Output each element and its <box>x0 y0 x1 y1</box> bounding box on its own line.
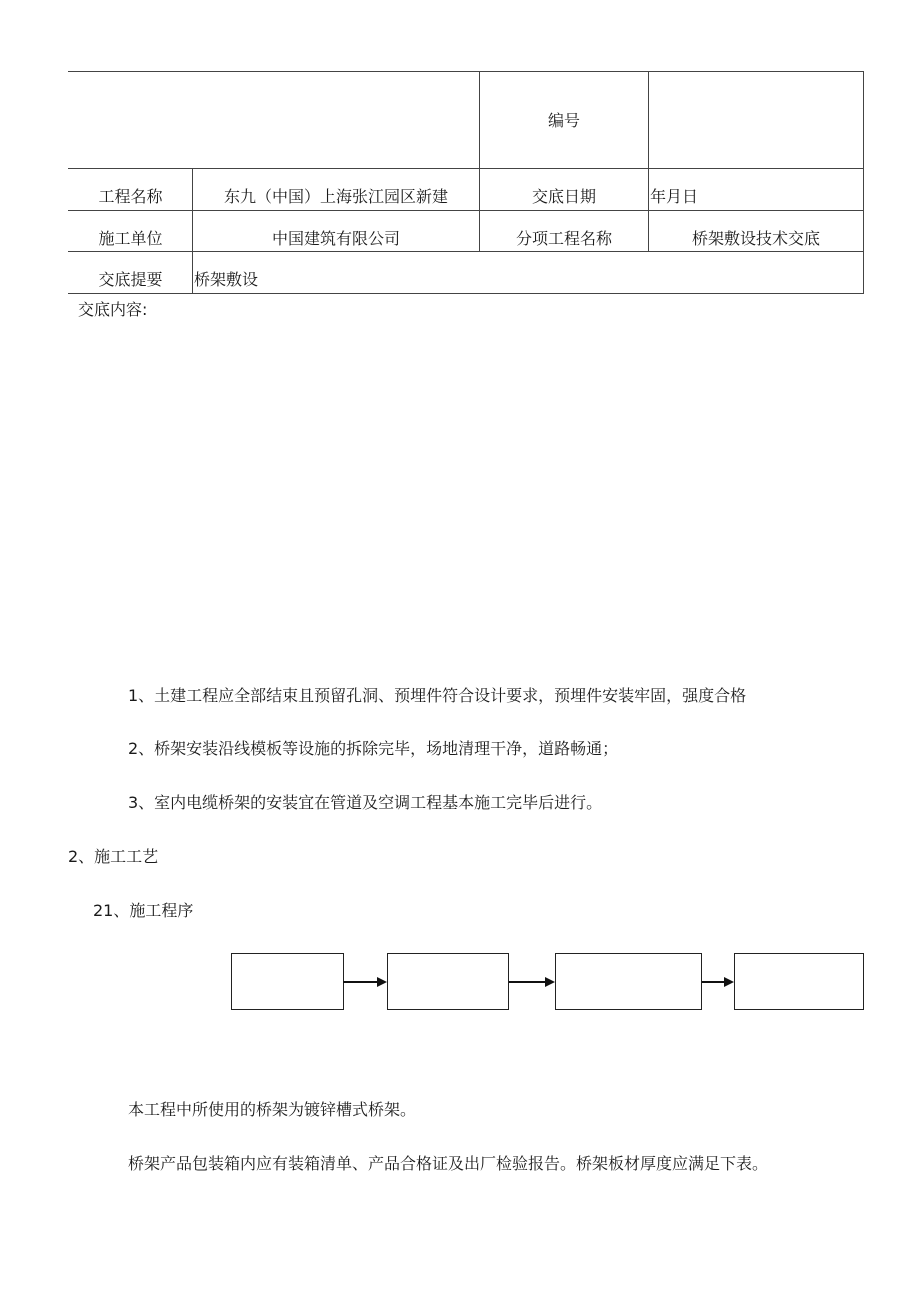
project-name-value: 东九（中国）上海张江园区新建 <box>223 187 448 206</box>
subproject-value: 桥架敷设技术交底 <box>691 229 820 248</box>
flow-step-box-3 <box>555 953 702 1010</box>
condition-item-1: 1、土建工程应全部结束且预留孔洞、预埋件符合设计要求，预埋件安装牢固，强度合格 <box>128 686 747 705</box>
flow-arrow-1 <box>343 974 387 990</box>
summary-value: 桥架敷设 <box>194 270 259 289</box>
table-rule-2 <box>68 210 864 211</box>
table-rule-bottom <box>68 293 864 294</box>
flow-step-box-4 <box>734 953 864 1010</box>
date-value: 年月日 <box>650 187 699 206</box>
section-heading-process: 2、施工工艺 <box>68 847 159 866</box>
project-name-label: 工程名称 <box>98 187 163 206</box>
subproject-label: 分项工程名称 <box>515 229 612 248</box>
subsection-heading-procedure: 21、施工程序 <box>93 901 194 920</box>
table-rule-3 <box>68 251 864 252</box>
flow-arrow-2 <box>509 974 555 990</box>
content-label: 交底内容: <box>78 300 148 319</box>
contractor-value: 中国建筑有限公司 <box>271 229 400 248</box>
date-label: 交底日期 <box>531 187 596 206</box>
table-right-border <box>863 71 864 293</box>
summary-label: 交底提要 <box>98 270 163 289</box>
table-rule-top <box>68 71 864 72</box>
table-col-line-c <box>648 71 649 252</box>
paragraph-packaging: 桥架产品包装箱内应有装箱清单、产品合格证及出厂检验报告。桥架板材厚度应满足下表。 <box>128 1154 769 1173</box>
condition-item-2: 2、桥架安装沿线模板等设施的拆除完毕，场地清理干净，道路畅通； <box>128 739 619 758</box>
number-label: 编号 <box>547 111 580 130</box>
table-col-line-b <box>479 71 480 252</box>
table-rule-1 <box>68 168 864 169</box>
flow-step-box-1 <box>231 953 344 1010</box>
flow-arrow-3 <box>702 974 734 990</box>
paragraph-tray-type: 本工程中所使用的桥架为镀锌槽式桥架。 <box>128 1100 417 1119</box>
contractor-label: 施工单位 <box>98 229 163 248</box>
flow-step-box-2 <box>387 953 509 1010</box>
condition-item-3: 3、室内电缆桥架的安装宜在管道及空调工程基本施工完毕后进行。 <box>128 793 603 812</box>
